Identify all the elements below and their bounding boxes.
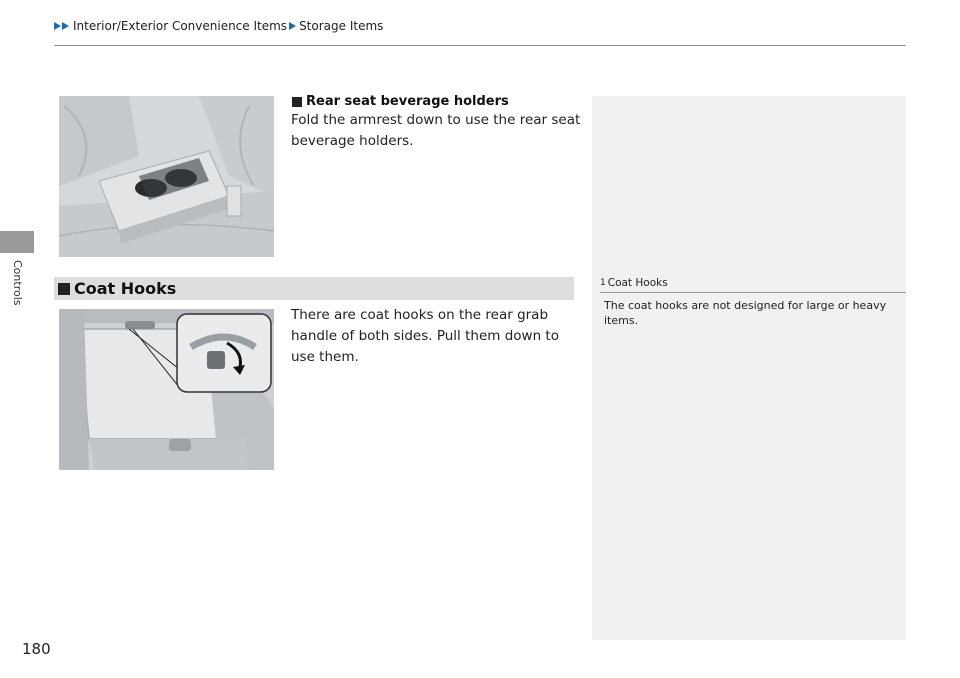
breadcrumb-item-interior-exterior[interactable]: Interior/Exterior Convenience Items bbox=[73, 19, 288, 33]
note-ref-number: 1 bbox=[600, 278, 606, 288]
chapter-tab[interactable] bbox=[0, 260, 34, 320]
breadcrumb-arrow-icon bbox=[289, 22, 296, 30]
chapter-tab-marker bbox=[0, 231, 34, 253]
note-divider bbox=[600, 292, 906, 293]
note-body: The coat hooks are not designed for large or heavy items. bbox=[604, 299, 887, 327]
square-bullet-icon bbox=[58, 283, 70, 295]
header-divider bbox=[54, 45, 906, 46]
breadcrumb-arrow-icon bbox=[62, 22, 69, 30]
breadcrumb-item-storage-items[interactable]: Storage Items bbox=[299, 19, 384, 33]
coat-hooks-section-title: Coat Hooks bbox=[74, 279, 177, 298]
note-panel bbox=[592, 96, 906, 640]
note-title-text: Coat Hooks bbox=[607, 277, 668, 289]
beverage-holders-heading bbox=[292, 94, 509, 109]
chapter-tab-label: Controls bbox=[11, 260, 24, 306]
breadcrumb-arrow-icon bbox=[54, 22, 61, 30]
square-bullet-icon bbox=[292, 97, 302, 107]
page-number: 180 bbox=[22, 640, 51, 658]
beverage-holder-image bbox=[59, 96, 274, 257]
breadcrumb bbox=[54, 19, 383, 33]
beverage-holders-heading-text: Rear seat beverage holders bbox=[306, 94, 509, 109]
coat-hook-image bbox=[59, 309, 274, 470]
coat-hooks-body: There are coat hooks on the rear grab handle of both sides. Pull them down to use them. bbox=[291, 307, 559, 365]
coat-hooks-section-header bbox=[54, 277, 574, 300]
beverage-holders-body: Fold the armrest down to use the rear seat beverage holders. bbox=[291, 112, 581, 149]
note-title bbox=[600, 277, 668, 289]
